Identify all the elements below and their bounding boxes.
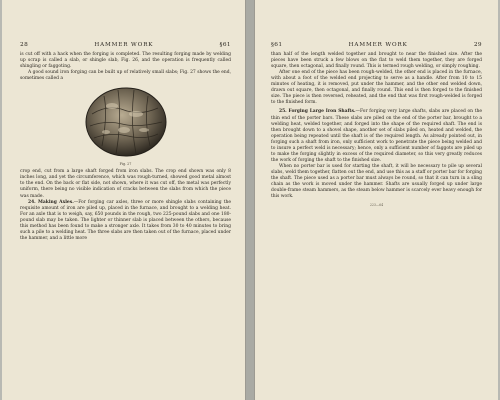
figure-caption: Fig. 27 — [119, 162, 132, 167]
crop-end-figure — [78, 84, 174, 160]
left-page — [2, 0, 246, 400]
page-header — [20, 42, 231, 48]
page-header — [271, 42, 482, 48]
page-number: 29 — [473, 42, 482, 48]
paragraph — [20, 200, 231, 242]
running-title: HAMMER WORK — [348, 42, 408, 48]
page-number: 28 — [20, 42, 29, 48]
section-number: §61 — [271, 42, 283, 48]
printer-signature: 223—64 — [369, 203, 384, 208]
paragraph — [271, 109, 482, 163]
section-number: §61 — [219, 42, 231, 48]
paragraph-text: —For forging car axles, three or more shingle slabs containing the requisite amount of iron are piled up, placed in the furnace, and brought to a welding heat. For an axle that is to weigh, say, 650 pounds in the rough, two 225-pound slabs and one 180-pound slab may be taken. The lighter or thinner slab is placed between the others, because this method has been found to make a stronger axle. It takes from 30 to 40 minutes to bring such a pile to a welding heat. The three slabs are then taken out of the furnace, placed under the hammer, and a little more — [20, 199, 232, 241]
paragraph: crop end, cut from a large shaft forged from iron slabs. The crop end shown was only 8 inches long, and yet the circumference, which was rough-turned, showed good metal almost to the end. On the back or flat side, not shown, where it was cut off, the metal was perfectly uniform, there being no visible indication of cracks between the slabs from which the piece was made. — [20, 169, 231, 199]
paragraph: After one end of the piece has been rough-welded, the other end is placed in the furnace, with about a foot of the welded end projecting to serve as a handle. After from 10 to 15 minutes of heating, it is removed, put under the hammer, and the other end welded down, drawn out square, then octagonal, and finally round. This end is then forged to the finished size. The piece is then reversed, reheated, and the end that was first rough-welded is forged to the finished form. — [271, 70, 482, 106]
section-heading: 25. Forging Large Iron Shafts. — [279, 109, 356, 115]
forging-cross-section-illustration — [78, 84, 174, 160]
paragraph: A good sound iron forging can be built up of relatively small slabs; Fig. 27 shows the end, sometimes called a — [20, 70, 231, 82]
paragraph: is cut off with a hack when the forging is completed. The resulting forging made by welding up scrap is called a slab, or shingle slab, Fig. 26, and the operation is frequently called shingling or faggoting. — [20, 52, 231, 70]
running-title: HAMMER WORK — [94, 42, 154, 48]
section-heading: 24. Making Axles. — [28, 199, 74, 205]
paragraph: than half of the length welded together and brought to near the finished size. After the pieces have been struck a few blows on the flat to weld them together, they are forged square, then octagonal, and finally round. This is termed rough welding, or simply roughing. — [271, 52, 482, 70]
paragraph: When no porter bar is used for starting the shaft, it will be necessary to pile up several slabs, weld them together, flatten out the end, and use this as a staff or porter bar for forging the shaft. The piece used as a porter bar must always be round, so that it can turn in a sling chain as the work is moved under the hammer. Shafts are usually forged up under large double-frame steam hammers, as the steam below hammer is scarcely ever heavy enough for this work. — [271, 163, 482, 200]
book-gutter — [246, 0, 254, 400]
right-page — [254, 0, 498, 400]
paragraph-text: —For forging very large shafts, slabs are placed on the thin end of the porter bars. These slabs are piled on the end of the porter bar, brought to a welding heat, welded together, and forged into the shape of the required shaft. The end is then brought down to a shovel shape, another set of slabs piled on, heated and welded, the operation being repeated until the shaft is of the required length. As already pointed out, in forging such a shaft from iron, only sufficient work to penetrate the piece being welded and to insure a perfect weld is necessary; hence, only a sufficient number of faggots are piled up to make the forging slightly in excess of the required diameter, so this very greatly reduces the work of forging the shaft to the finished size. — [271, 109, 482, 163]
